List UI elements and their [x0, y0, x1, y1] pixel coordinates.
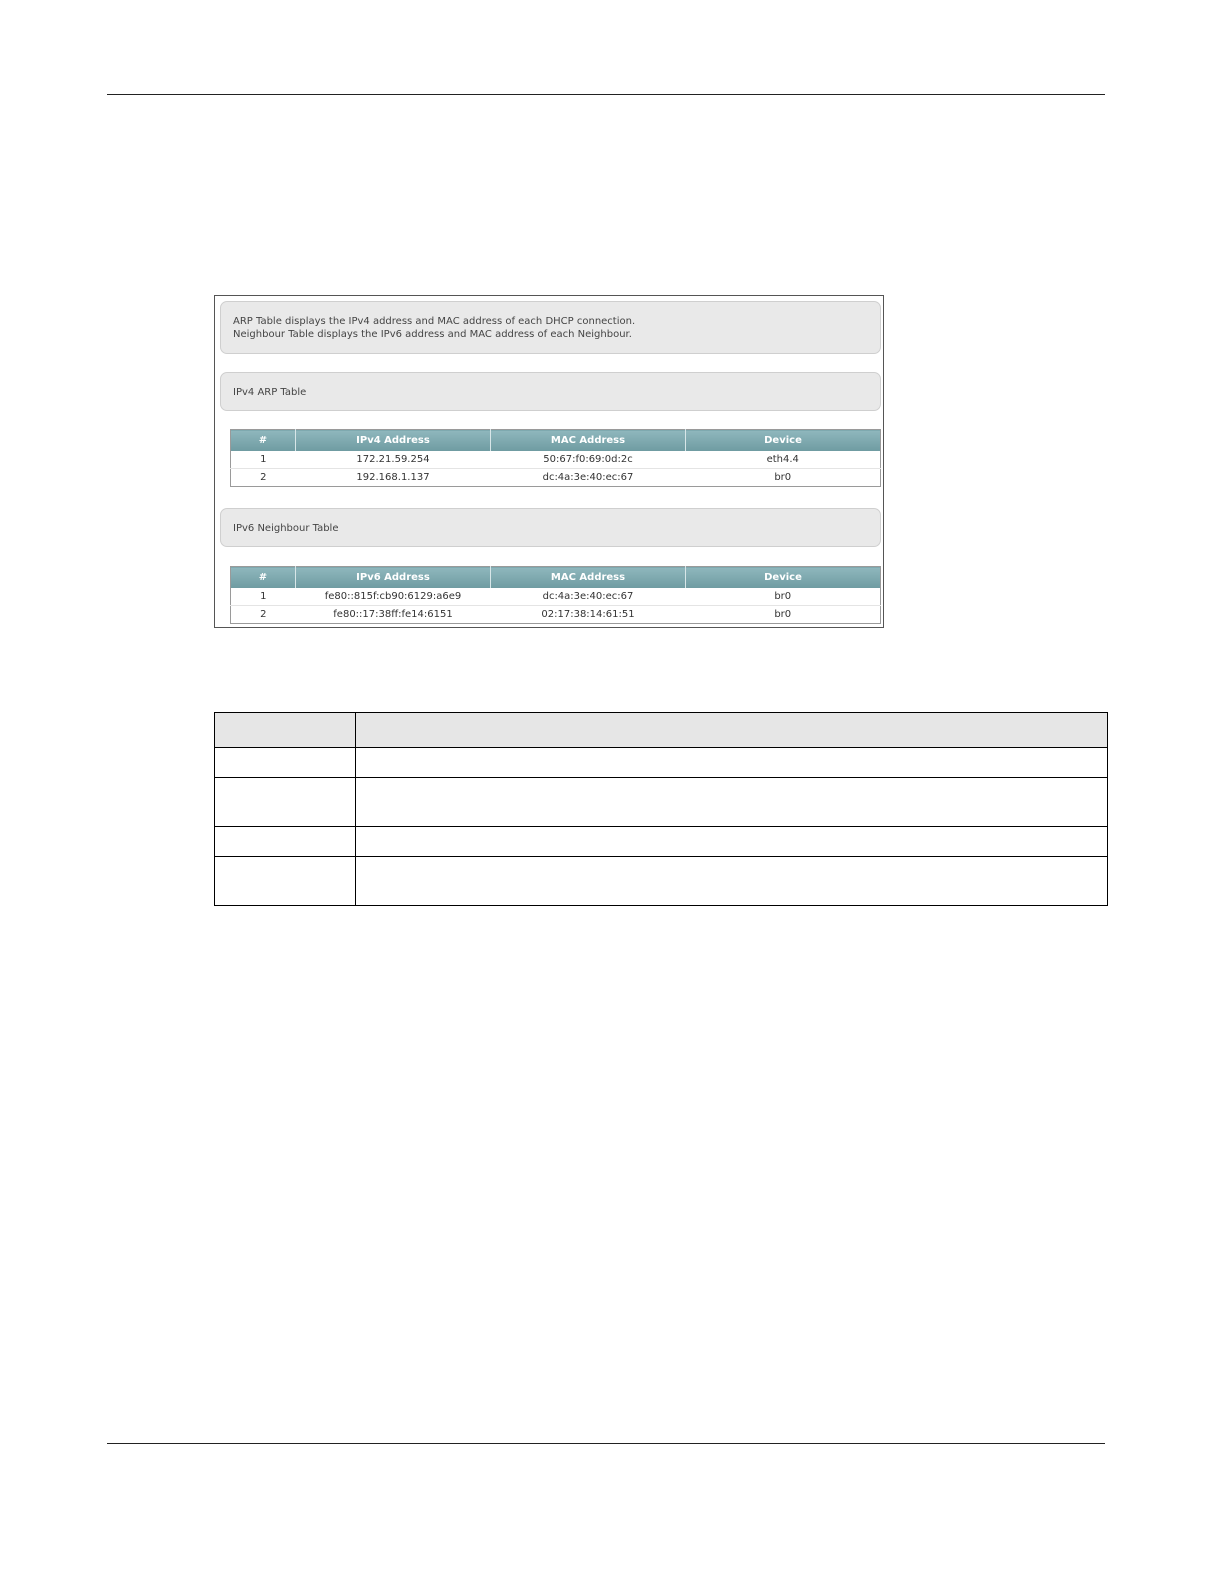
- table-cell: 02:17:38:14:61:51: [491, 606, 686, 624]
- info-panel: [220, 301, 881, 354]
- footer-rule: [107, 1443, 1105, 1444]
- section-title: IPv6 Neighbour Table: [233, 523, 339, 534]
- info-line: Neighbour Table displays the IPv6 address and MAC address of each Neighbour.: [233, 329, 632, 340]
- label-cell: [215, 748, 356, 778]
- description-row: [215, 778, 1108, 827]
- table-cell: dc:4a:3e:40:ec:67: [491, 469, 686, 487]
- table-cell: 2: [231, 606, 296, 624]
- description-cell: [356, 778, 1108, 827]
- ipv6-neighbour-table-panel: [220, 508, 881, 547]
- table-header-row: [231, 567, 881, 589]
- table-row: [231, 606, 881, 624]
- table-cell: br0: [686, 588, 881, 606]
- section-title: IPv4 ARP Table: [233, 387, 307, 398]
- table-cell: eth4.4: [686, 451, 881, 469]
- description-header-cell: [356, 713, 1108, 748]
- table-cell: 2: [231, 469, 296, 487]
- column-header: #: [231, 567, 296, 589]
- label-cell: [215, 827, 356, 857]
- column-header: MAC Address: [491, 567, 686, 589]
- column-header: #: [231, 430, 296, 452]
- table-cell: dc:4a:3e:40:ec:67: [491, 588, 686, 606]
- ipv4-arp-table: [230, 429, 881, 487]
- description-cell: [356, 857, 1108, 906]
- table-row: [231, 451, 881, 469]
- column-header: MAC Address: [491, 430, 686, 452]
- table-header-row: [231, 430, 881, 452]
- table-cell: fe80::17:38ff:fe14:6151: [296, 606, 491, 624]
- ipv6-neighbour-table: [230, 566, 881, 624]
- description-cell: [356, 748, 1108, 778]
- table-cell: 1: [231, 588, 296, 606]
- description-row: [215, 827, 1108, 857]
- column-header: Device: [686, 430, 881, 452]
- info-line: ARP Table displays the IPv4 address and MAC address of each DHCP connection.: [233, 316, 636, 327]
- arp-table-screenshot: [214, 295, 884, 628]
- table-row: [231, 588, 881, 606]
- header-rule: [107, 94, 1105, 95]
- description-header-row: [215, 713, 1108, 748]
- table-cell: 172.21.59.254: [296, 451, 491, 469]
- description-header-cell: [215, 713, 356, 748]
- ipv4-arp-table-panel: [220, 372, 881, 411]
- description-row: [215, 748, 1108, 778]
- table-cell: 192.168.1.137: [296, 469, 491, 487]
- table-cell: 1: [231, 451, 296, 469]
- table-cell: 50:67:f0:69:0d:2c: [491, 451, 686, 469]
- description-cell: [356, 827, 1108, 857]
- table-row: [231, 469, 881, 487]
- label-cell: [215, 778, 356, 827]
- description-row: [215, 857, 1108, 906]
- table-cell: br0: [686, 469, 881, 487]
- field-description-table: [214, 712, 1108, 906]
- column-header: IPv4 Address: [296, 430, 491, 452]
- table-cell: br0: [686, 606, 881, 624]
- label-cell: [215, 857, 356, 906]
- column-header: IPv6 Address: [296, 567, 491, 589]
- table-cell: fe80::815f:cb90:6129:a6e9: [296, 588, 491, 606]
- column-header: Device: [686, 567, 881, 589]
